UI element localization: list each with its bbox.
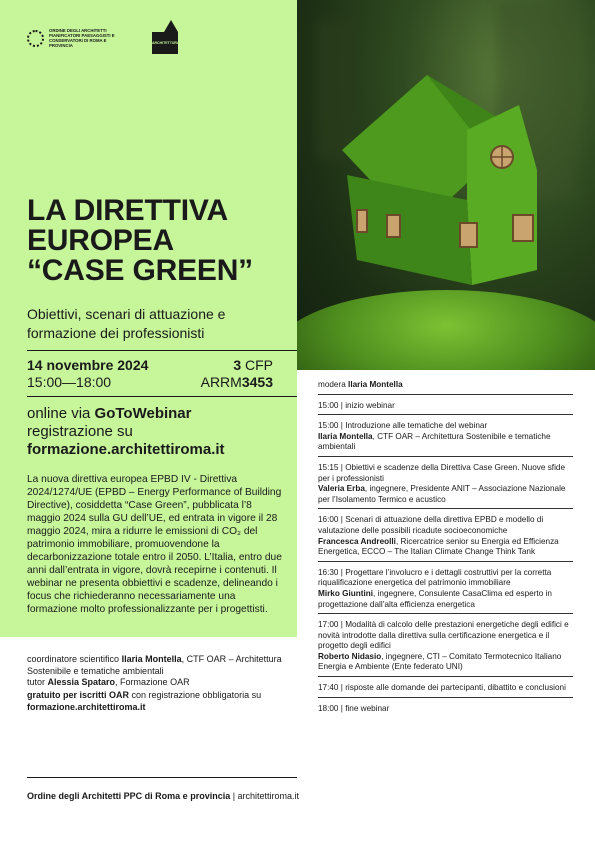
item-role: , Ricercatrice senior su Energia ed Efficienza Energetica, ECCO – The Italian Climate Change Think Tank bbox=[318, 536, 559, 557]
cfp-label: CFP bbox=[241, 357, 273, 373]
divider bbox=[27, 396, 297, 397]
item-speaker: Ilaria Montella bbox=[318, 431, 373, 441]
item-title: Introduzione alle tematiche del webinar bbox=[345, 421, 488, 431]
item-title: Scenari di attuazione della direttiva EPBD e modello di valutazione delle possibili ricadute socioeconomiche bbox=[318, 515, 544, 535]
coord-role: , CTF OAR – Architettura Sostenibile e tematiche ambientali bbox=[27, 654, 282, 676]
registration-label: registrazione su bbox=[27, 423, 133, 440]
item-title: Obiettivi e scadenze della Direttiva Case Green. Nuove sfide per i professionisti bbox=[318, 462, 565, 483]
order-logo bbox=[27, 28, 129, 48]
order-logo-text: ORDINE DEGLI ARCHITETTI PIANIFICATORI PAESAGGISTI E CONSERVATORI DI ROMA E PROVINCIA bbox=[49, 28, 115, 48]
title-line-1: LA DIRETTIVA bbox=[27, 194, 228, 227]
cfp-credits bbox=[233, 357, 273, 373]
item-time: 17:00 bbox=[318, 620, 339, 630]
item-time: 17:40 bbox=[318, 683, 339, 693]
item-time: 15:00 bbox=[318, 421, 339, 431]
item-speaker: Valeria Erba bbox=[318, 484, 365, 494]
course-code bbox=[201, 374, 273, 390]
item-role: , ingegnere, Presidente ANIT – Associazione Nazionale per l’Isolamento Termico e acustico bbox=[318, 484, 566, 504]
event-time: 15:00—18:00 bbox=[27, 374, 112, 390]
registration-link[interactable]: formazione.architettiroma.it bbox=[27, 441, 225, 458]
description: La nuova direttiva europea EPBD IV - Direttiva 2024/1274/UE (EPBD – Energy Performance of Building Directive), cosiddetta “Case Green”, pubblicata l’8 maggio 2024 sulla GU dell’UE, ed entrata in vigore il 28 maggio 2024, mira a ridurre le emissioni di CO₂ del patrimonio immobiliare, promuovendone la decarbonizzazione totale entro il 2050. L’Italia, entro due anni dall’entrata in vigore, dovrà recepirne i contenuti. Il webinar ne presenta obbiettivi e scadenze, delineando i focus che richiederanno necessariamente una formazione molto professionalizzante per i progettisti. bbox=[27, 474, 282, 615]
architecture-logo-text: ARCHITETTURA bbox=[152, 32, 178, 54]
architecture-logo bbox=[152, 20, 178, 54]
moderator-label: modera bbox=[318, 380, 349, 389]
program-item: 17:40 | risposte alle domande dei partecipanti, dibattito e conclusioni bbox=[318, 681, 573, 698]
seal-icon bbox=[27, 30, 44, 47]
program-item: 16:30 | Progettare l’involucro e i dettagli costruttivi per la corretta riqualificazione energetica del patrimonio immobiliare Mirko Giuntini, ingegnere, Consulente CasaClima ed esperto in progettazione dall’alta efficienza energetica bbox=[318, 566, 573, 614]
item-speaker: Mirko Giuntini bbox=[318, 588, 374, 598]
credits bbox=[27, 654, 292, 689]
moderator bbox=[318, 378, 573, 395]
footer-org: Ordine degli Architetti PPC di Roma e provincia bbox=[27, 791, 231, 801]
program-item: 15:15 | Obiettivi e scadenze della Direttiva Case Green. Nuove sfide per i professionisti Valeria Erba, ingegnere, Presidente ANIT – Associazione Nazionale per l’Isolamento Termico e acustico bbox=[318, 461, 573, 509]
coord-label: coordinatore scientifico bbox=[27, 654, 122, 664]
course-code-prefix: ARRM bbox=[200, 374, 242, 390]
program-item: 15:00 | Introduzione alle tematiche del webinar Ilaria Montella, CTF OAR – Architettura Sostenibile e tematiche ambientali bbox=[318, 419, 573, 457]
footer-site[interactable]: | architettiroma.it bbox=[230, 791, 300, 801]
item-role: , ingegnere, CTI – Comitato Termotecnico Italiano Energia e Ambiente (Ente federato UNI) bbox=[318, 651, 562, 672]
item-title: fine webinar bbox=[345, 703, 390, 713]
item-title: Progettare l’involucro e i dettagli costruttivi per la corretta riqualificazione energetica del patrimonio immobiliare bbox=[318, 567, 552, 588]
item-speaker: Roberto Nidasio bbox=[318, 651, 382, 661]
program bbox=[318, 378, 573, 721]
free-bold: gratuito per iscritti OAR bbox=[27, 690, 130, 700]
free-link[interactable]: formazione.architettiroma.it bbox=[27, 701, 146, 712]
online-prefix: online via bbox=[27, 405, 95, 422]
free-rest: con registrazione obbligatoria su bbox=[129, 690, 262, 700]
item-role: , ingegnere, Consulente CasaClima ed esperto in progettazione dall’alta efficienza energetica bbox=[318, 588, 552, 609]
program-item: 15:00 | inizio webinar bbox=[318, 399, 573, 416]
moss-house-photo bbox=[297, 0, 595, 370]
divider bbox=[27, 777, 297, 778]
event-date: 14 novembre 2024 bbox=[27, 357, 149, 373]
free-note bbox=[27, 690, 292, 713]
footer bbox=[27, 791, 299, 801]
title-line-2: EUROPEA bbox=[27, 224, 174, 257]
item-role: , CTF OAR – Architettura Sostenibile e tematiche ambientali bbox=[318, 431, 551, 452]
page-title bbox=[27, 196, 253, 286]
platform-name: GoToWebinar bbox=[94, 405, 192, 422]
cfp-number: 3 bbox=[233, 357, 242, 373]
item-title: inizio webinar bbox=[345, 400, 395, 410]
tutor-label: tutor bbox=[27, 677, 48, 687]
item-time: 16:00 bbox=[318, 515, 339, 525]
item-time: 15:15 bbox=[318, 462, 339, 472]
coord-name: Ilaria Montella bbox=[121, 654, 182, 664]
program-item: 18:00 | fine webinar bbox=[318, 703, 390, 713]
moderator-name: Ilaria Montella bbox=[348, 380, 403, 389]
online-info bbox=[27, 405, 225, 459]
tutor-role: , Formazione OAR bbox=[115, 677, 190, 687]
subtitle: Obiettivi, scenari di attuazione e formazione dei professionisti bbox=[27, 306, 226, 341]
program-item: 16:00 | Scenari di attuazione della direttiva EPBD e modello di valutazione delle possibili ricadute socioeconomiche Francesca Andreolli, Ricercatrice senior su Energia ed Efficienza Energetica, ECCO – The Italian Climate Change Think Tank bbox=[318, 513, 573, 561]
divider bbox=[27, 350, 297, 351]
program-item: 17:00 | Modalità di calcolo delle prestazioni energetiche degli edifici e novità introdotte dalla direttiva sulla certificazione energetica e il progetto degli edifici Roberto Nidasio, ingegnere, CTI – Comitato Termotecnico Italiano Energia e Ambiente (Ente federato UNI) bbox=[318, 618, 573, 677]
title-line-3: “CASE GREEN” bbox=[27, 254, 253, 287]
item-title: risposte alle domande dei partecipanti, dibattito e conclusioni bbox=[345, 683, 566, 693]
item-time: 16:30 bbox=[318, 567, 339, 577]
item-speaker: Francesca Andreolli bbox=[318, 536, 396, 546]
item-title: Modalità di calcolo delle prestazioni energetiche degli edifici e novità introdotte dalla direttiva sulla certificazione energetica e il progetto degli edifici bbox=[318, 620, 569, 651]
tutor-name: Alessia Spataro bbox=[47, 677, 116, 687]
item-time: 15:00 bbox=[318, 400, 339, 410]
course-code-number: 3453 bbox=[241, 374, 273, 390]
item-time: 18:00 bbox=[318, 703, 339, 713]
